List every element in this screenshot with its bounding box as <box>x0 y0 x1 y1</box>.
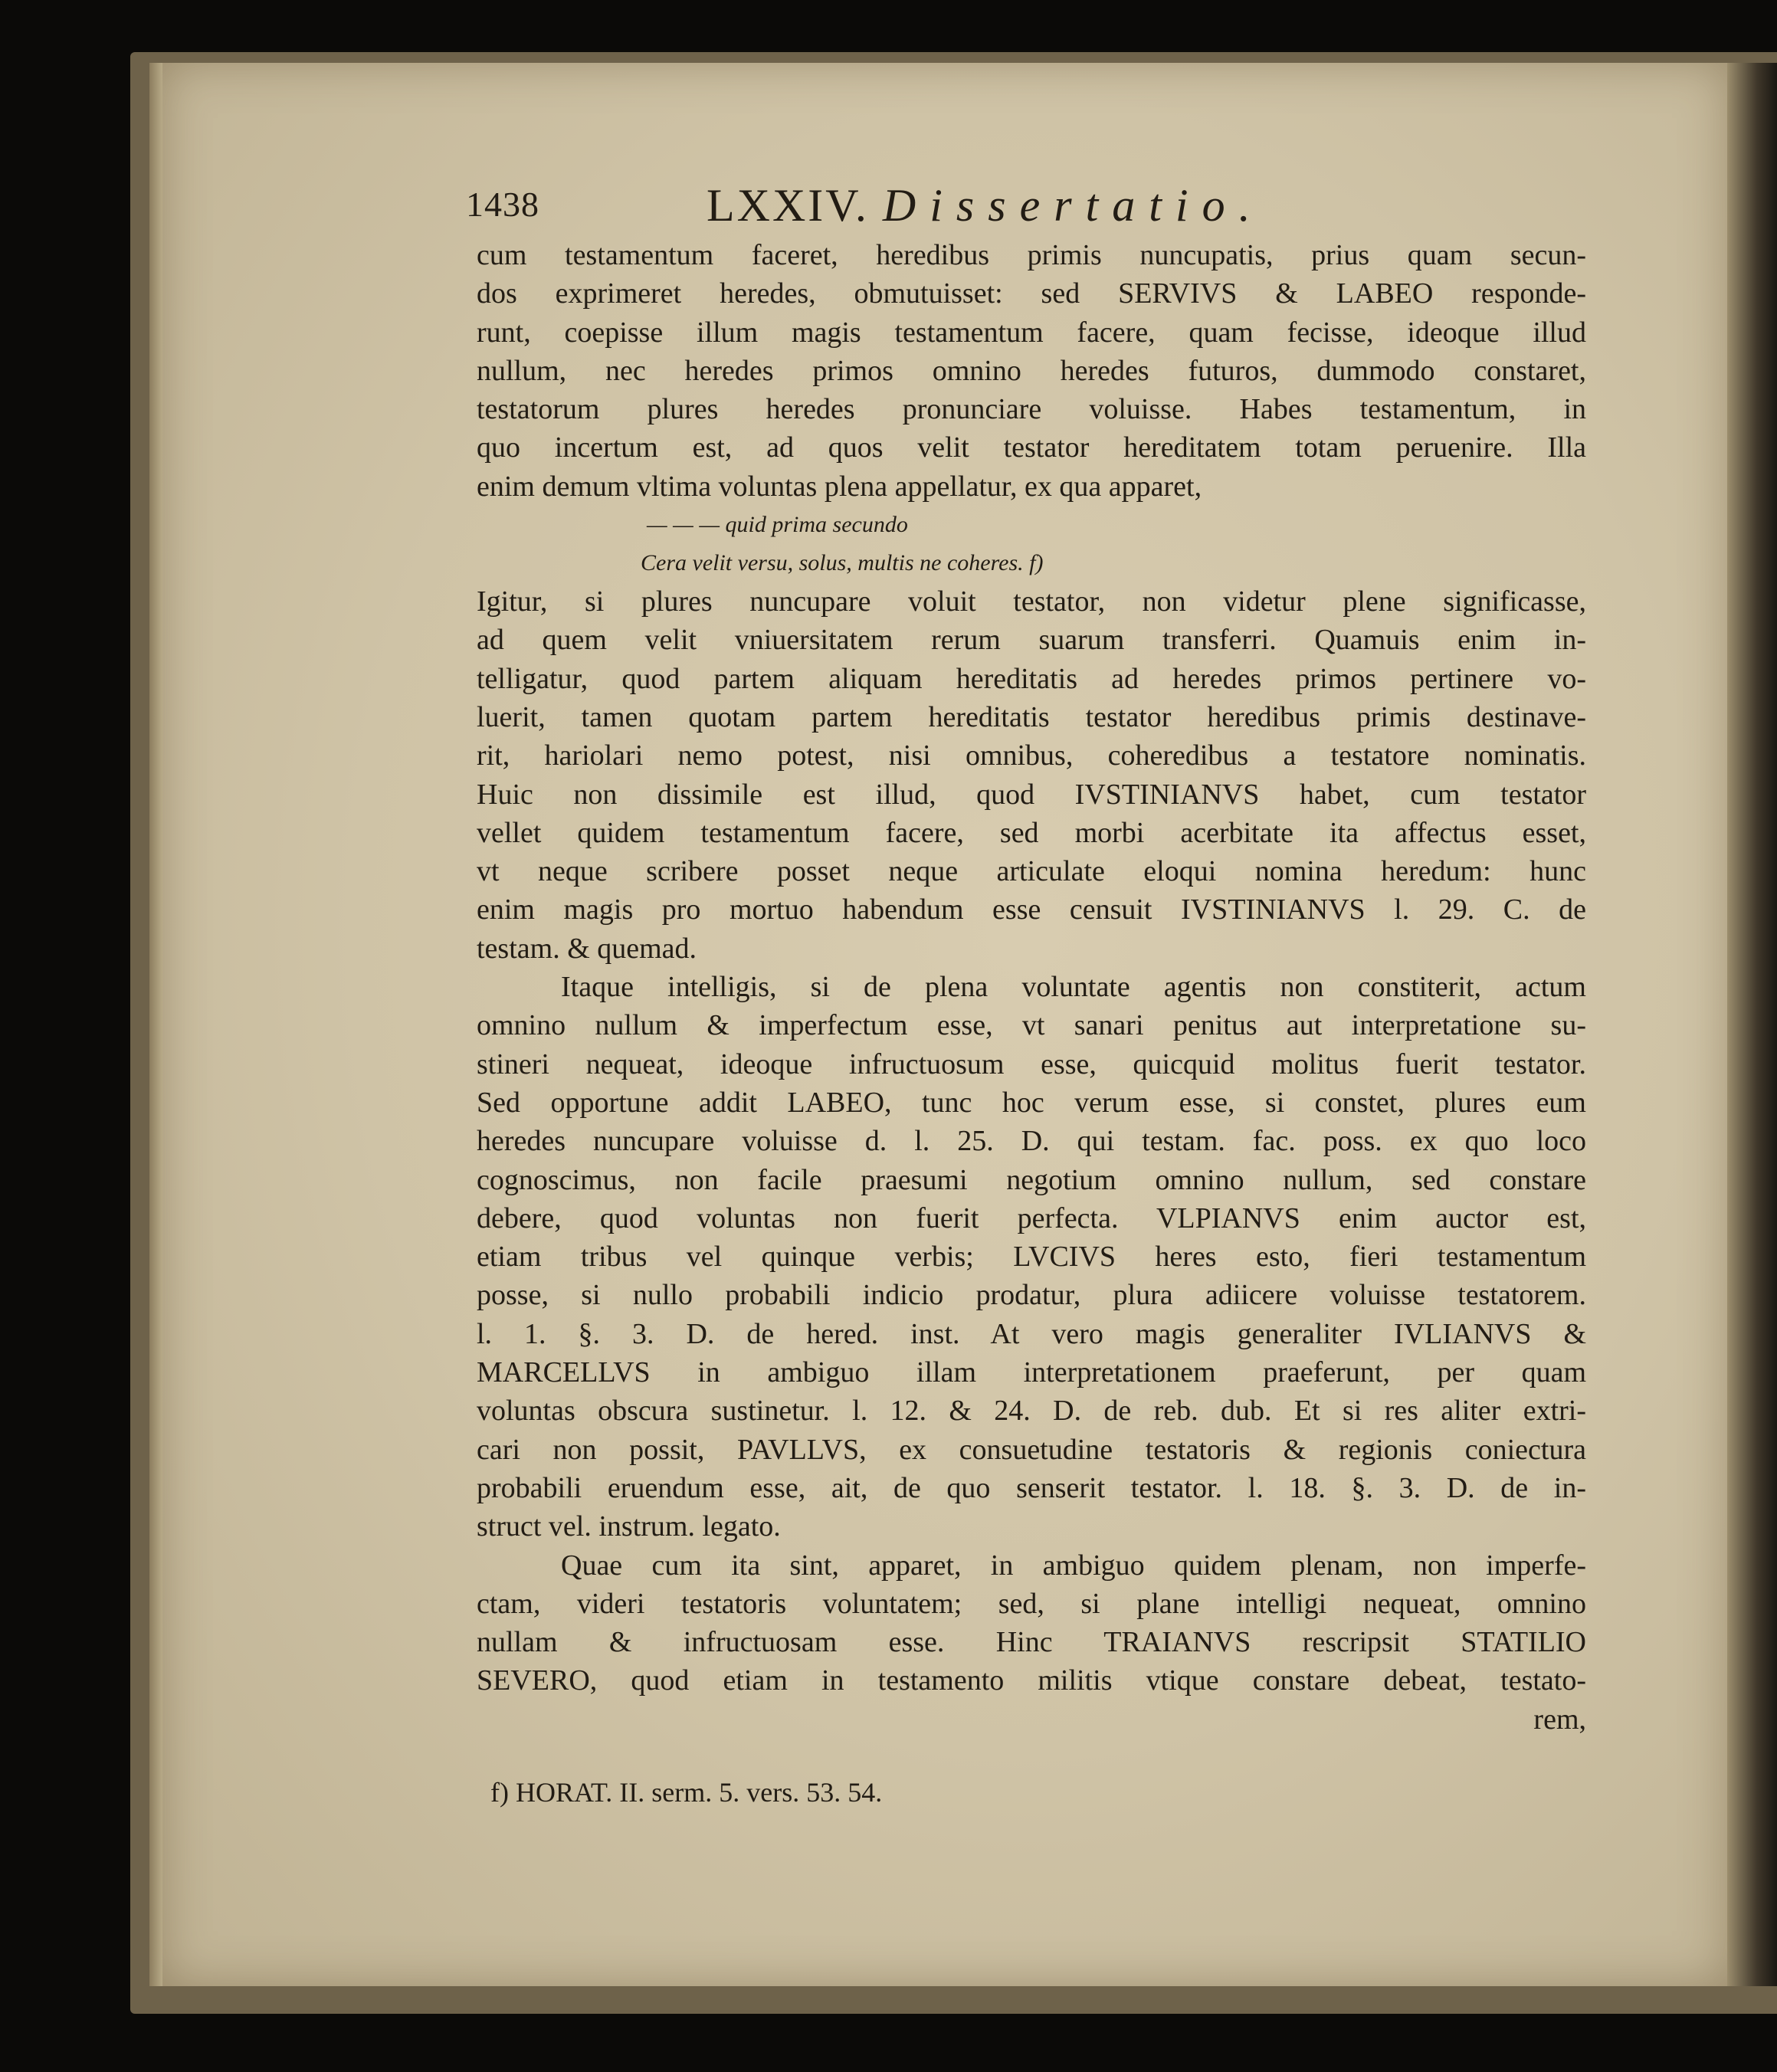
footnote: f) HORAT. II. serm. 5. vers. 53. 54. <box>490 1777 883 1808</box>
text-line: l. 1. §. 3. D. de hered. inst. At vero magis generaliter IVLIANVS & <box>477 1317 1586 1350</box>
text-line: quo incertum est, ad quos velit testator hereditatem totam peruenire. Illa <box>477 431 1586 464</box>
text-line: MARCELLVS in ambiguo illam interpretationem praeferunt, per quam <box>477 1356 1586 1389</box>
text-line: voluntas obscura sustinetur. l. 12. & 24. D. de reb. dub. Et si res aliter extri- <box>477 1395 1586 1428</box>
text-line: SEVERO, quod etiam in testamento militis vtique constare debeat, testato- <box>477 1664 1586 1697</box>
text-line: Sed opportune addit LABEO, tunc hoc verum esse, si constet, plures eum <box>477 1086 1586 1119</box>
text-line: vt neque scribere posset neque articulate eloqui nomina heredum: hunc <box>477 855 1586 888</box>
text-line: etiam tribus vel quinque verbis; LVCIVS heres esto, fieri testamentum <box>477 1241 1586 1274</box>
text-line: stineri nequeat, ideoque infructuosum esse, quicquid molitus fuerit testator. <box>477 1047 1586 1080</box>
text-line: cari non possit, PAVLLVS, ex consuetudine testatoris & regionis coniectura <box>477 1433 1586 1466</box>
page-text <box>466 180 1586 1739</box>
paragraph-quae <box>477 1546 1586 1739</box>
paragraph-igitur <box>477 582 1586 968</box>
quote-line: Cera velit versu, solus, multis ne coheres. f) <box>641 550 1044 576</box>
text-line: Quae cum ita sint, apparet, in ambiguo quidem plenam, non imperfe- <box>561 1549 1586 1582</box>
paragraph-itaque <box>477 968 1586 1546</box>
text-line: testatorum plures heredes pronunciare voluisse. Habes testamentum, in <box>477 393 1586 426</box>
text-line: nullam & infructuosam esse. Hinc TRAIANVS rescripsit STATILIO <box>477 1626 1586 1659</box>
text-line: Huic non dissimile est illud, quod IVSTINIANVS habet, cum testator <box>477 778 1586 811</box>
text-line: cognoscimus, non facile praesumi negotium omnino nullum, sed constare <box>477 1163 1586 1196</box>
text-line: telligatur, quod partem aliquam hereditatis ad heredes primos pertinere vo- <box>477 662 1586 695</box>
verse-quote <box>477 506 1586 582</box>
page-number: 1438 <box>466 185 539 224</box>
text-line: luerit, tamen quotam partem hereditatis testator heredibus primis destinave- <box>477 700 1586 733</box>
text-line: struct vel. instrum. legato. <box>477 1510 781 1543</box>
text-line: testam. & quemad. <box>477 932 697 965</box>
text-line: enim demum vltima voluntas plena appellatur, ex qua apparet, <box>477 470 1202 503</box>
running-title <box>707 179 1264 232</box>
text-line: nullum, nec heredes primos omnino heredes futuros, dummodo constaret, <box>477 354 1586 387</box>
text-line: debere, quod voluntas non fuerit perfecta. VLPIANVS enim auctor est, <box>477 1202 1586 1234</box>
text-line: Igitur, si plures nuncupare voluit testator, non videtur plene significasse, <box>477 585 1586 618</box>
text-line: posse, si nullo probabili indicio prodatur, plura adiicere voluisse testatorem. <box>477 1279 1586 1312</box>
quote-line: — — — quid prima secundo <box>647 512 908 538</box>
text-line: ctam, videri testatoris voluntatem; sed, si plane intelligi nequeat, omnino <box>477 1587 1586 1620</box>
text-line: omnino nullum & imperfectum esse, vt sanari penitus aut interpretatione su- <box>477 1009 1586 1042</box>
text-line: Itaque intelligis, si de plena voluntate agentis non constiterit, actum <box>561 971 1586 1004</box>
running-title-roman: LXXIV. <box>707 180 869 231</box>
text-line: enim magis pro mortuo habendum esse censuit IVSTINIANVS l. 29. C. de <box>477 893 1586 926</box>
text-line: vellet quidem testamentum facere, sed morbi acerbitate ita affectus esset, <box>477 816 1586 849</box>
text-line: ad quem velit vniuersitatem rerum suarum transferri. Quamuis enim in- <box>477 624 1586 657</box>
text-line: cum testamentum faceret, heredibus primis nuncupatis, prius quam secun- <box>477 239 1586 271</box>
running-title-word: Dissertatio. <box>882 180 1264 231</box>
text-line: probabili eruendum esse, ait, de quo senserit testator. l. 18. §. 3. D. de in- <box>477 1471 1586 1504</box>
book-gutter <box>1727 63 1777 1986</box>
text-line: rit, hariolari nemo potest, nisi omnibus, coheredibus a testatore nominatis. <box>477 739 1586 772</box>
text-line: runt, coepisse illum magis testamentum facere, quam fecisse, ideoque illud <box>477 316 1586 349</box>
text-line: dos exprimeret heredes, obmutuisset: sed SERVIVS & LABEO responde- <box>477 277 1586 310</box>
catchword: rem, <box>1533 1703 1586 1736</box>
running-header <box>466 180 1586 234</box>
paragraph-continued <box>477 236 1586 506</box>
text-line: heredes nuncupare voluisse d. l. 25. D. qui testam. fac. poss. ex quo loco <box>477 1125 1586 1158</box>
